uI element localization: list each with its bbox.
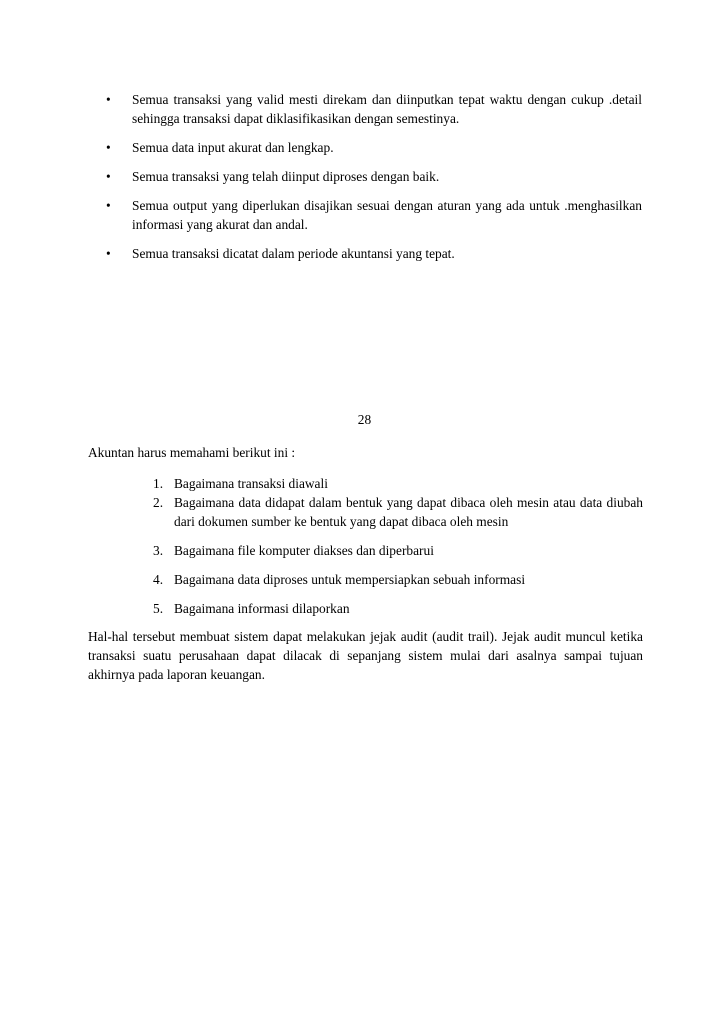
bullet-text: Semua transaksi dicatat dalam periode akuntansi yang tepat. [132,246,455,261]
item-number: 5. [153,601,164,616]
item-number: 2. [153,495,164,510]
numbered-list [153,474,643,618]
closing-paragraph: Hal-hal tersebut membuat sistem dapat melakukan jejak audit (audit trail). Jejak audit muncul ketika transaksi suatu perusahaan dapat dilacak di sepanjang sistem mulai dari asalnya sampai tujuan akhirnya pada laporan keuangan. [88,629,643,682]
page-number [0,410,728,429]
item-text: Bagaimana informasi dilaporkan [174,601,350,616]
bullet-text: Semua transaksi yang telah diinput diproses dengan baik. [132,169,440,184]
item-text: Bagaimana file komputer diakses dan diperbarui [174,543,434,558]
bullet-item [102,167,642,186]
item-text: Bagaimana transaksi diawali [174,476,328,491]
bullet-marker: • [106,140,111,155]
intro-paragraph: Akuntan harus memahami berikut ini : [88,445,296,460]
bullet-item [102,244,642,263]
bullet-list [102,90,642,273]
item-number: 4. [153,572,164,587]
bullet-marker: • [106,92,111,107]
item-number: 3. [153,543,164,558]
bullet-item [102,90,642,128]
bullet-text: Semua data input akurat dan lengkap. [132,140,334,155]
bullet-text: Semua output yang diperlukan disajikan sesuai dengan aturan yang ada untuk .menghasilkan informasi yang akurat dan andal. [132,198,642,232]
bullet-marker: • [106,169,111,184]
item-text: Bagaimana data didapat dalam bentuk yang dapat dibaca oleh mesin atau data diubah dari dokumen sumber ke bentuk yang dapat dibaca oleh mesin [174,495,643,529]
numbered-item [153,599,643,618]
numbered-item [153,541,643,560]
numbered-item [153,474,643,493]
bullet-marker: • [106,198,111,213]
numbered-item [153,570,643,589]
item-number: 1. [153,476,164,491]
bullet-marker: • [106,246,111,261]
bullet-item [102,138,642,157]
numbered-item [153,493,643,531]
page-number-text: 28 [357,412,372,427]
bullet-item [102,196,642,234]
item-text: Bagaimana data diproses untuk mempersiapkan sebuah informasi [174,572,526,587]
bullet-text: Semua transaksi yang valid mesti direkam dan diinputkan tepat waktu dengan cukup .detail sehingga transaksi dapat diklasifikasikan dengan semestinya. [132,92,642,126]
